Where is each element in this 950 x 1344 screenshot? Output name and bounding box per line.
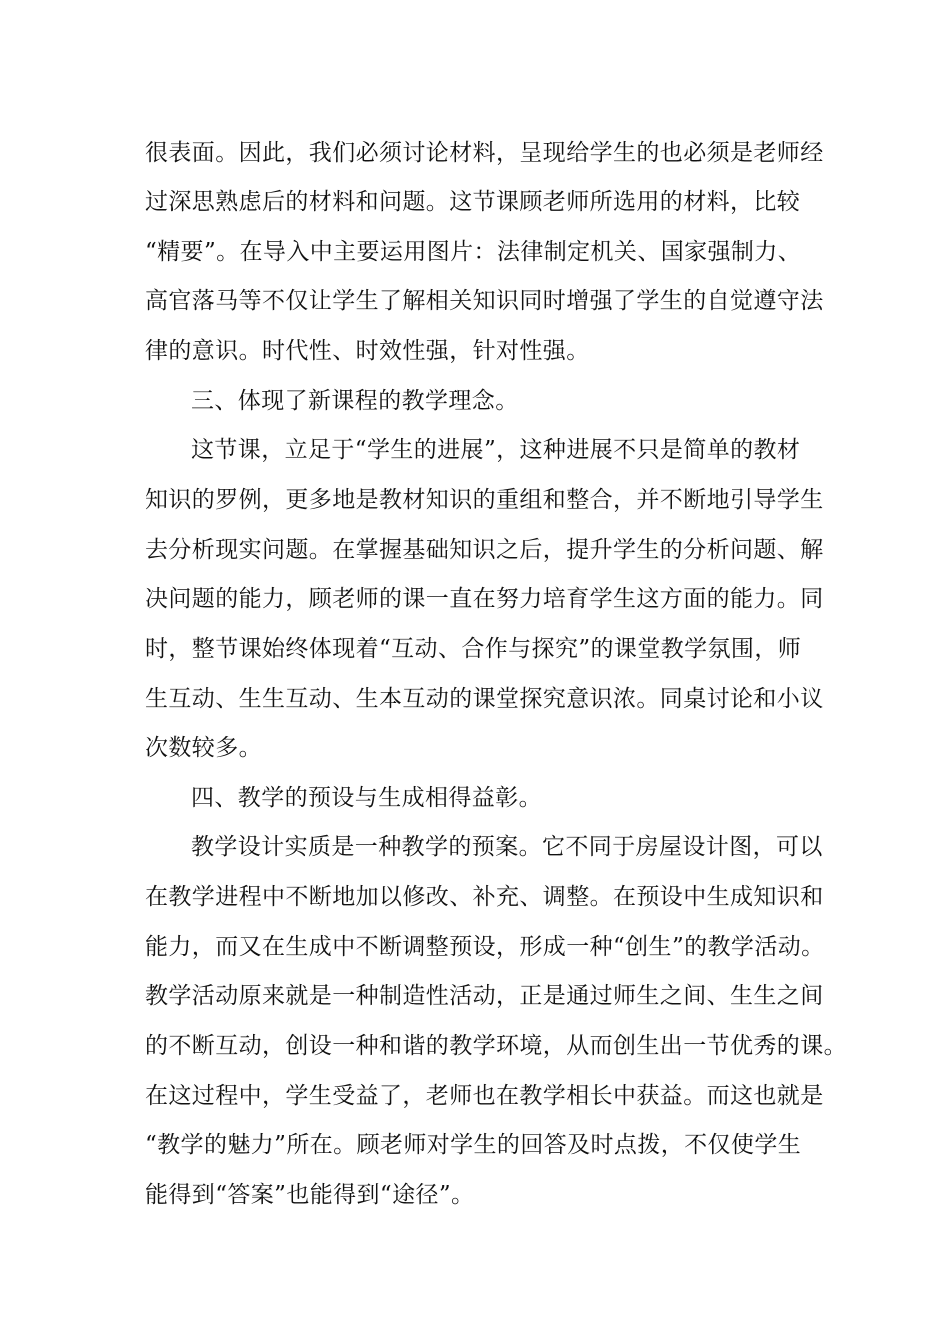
paragraph-line-19: 的不断互动，创设一种和谐的教学环境，从而创生出一节优秀的课。 bbox=[145, 1033, 847, 1059]
paragraph-line-7: 这节课，立足于“学生的进展”，这种进展不只是简单的教材 bbox=[191, 437, 801, 463]
paragraph-line-13: 次数较多。 bbox=[145, 735, 262, 761]
paragraph-line-10: 决问题的能力，顾老师的课一直在努力培育学生这方面的能力。同 bbox=[145, 586, 824, 612]
paragraph-line-5: 律的意识。时代性、时效性强，针对性强。 bbox=[145, 338, 590, 364]
paragraph-line-20: 在这过程中，学生受益了，老师也在教学相长中获益。而这也就是 bbox=[145, 1083, 824, 1109]
section-heading-4: 四、教学的预设与生成相得益彰。 bbox=[191, 785, 542, 811]
paragraph-line-2: 过深思熟虑后的材料和问题。这节课顾老师所选用的材料，比较 bbox=[145, 189, 801, 215]
paragraph-line-8: 知识的罗例，更多地是教材知识的重组和整合，并不断地引导学生 bbox=[145, 487, 824, 513]
paragraph-line-3: “精要”。在导入中主要运用图片：法律制定机关、国家强制力、 bbox=[145, 239, 802, 265]
paragraph-line-12: 生互动、生生互动、生本互动的课堂探究意识浓。同桌讨论和小议 bbox=[145, 686, 824, 712]
paragraph-line-4: 高官落马等不仅让学生了解相关知识同时增强了学生的自觉遵守法 bbox=[145, 288, 824, 314]
paragraph-line-15: 教学设计实质是一种教学的预案。它不同于房屋设计图，可以 bbox=[191, 834, 823, 860]
paragraph-line-11: 时，整节课始终体现着“互动、合作与探究”的课堂教学氛围，师 bbox=[145, 636, 802, 662]
paragraph-line-17: 能力，而又在生成中不断调整预设，形成一种“创生”的教学活动。 bbox=[145, 934, 825, 960]
section-heading-3: 三、体现了新课程的教学理念。 bbox=[191, 388, 519, 414]
paragraph-line-18: 教学活动原来就是一种制造性活动，正是通过师生之间、生生之间 bbox=[145, 983, 824, 1009]
paragraph-line-21: “教学的魅力”所在。顾老师对学生的回答及时点拨，不仅使学生 bbox=[145, 1132, 802, 1158]
paragraph-line-16: 在教学进程中不断地加以修改、补充、调整。在预设中生成知识和 bbox=[145, 884, 824, 910]
paragraph-line-9: 去分析现实问题。在掌握基础知识之后，提升学生的分析问题、解 bbox=[145, 537, 824, 563]
paragraph-line-22: 能得到“答案”也能得到“途径”。 bbox=[145, 1182, 475, 1208]
paragraph-line-1: 很表面。因此，我们必须讨论材料，呈现给学生的也必须是老师经 bbox=[145, 140, 824, 166]
